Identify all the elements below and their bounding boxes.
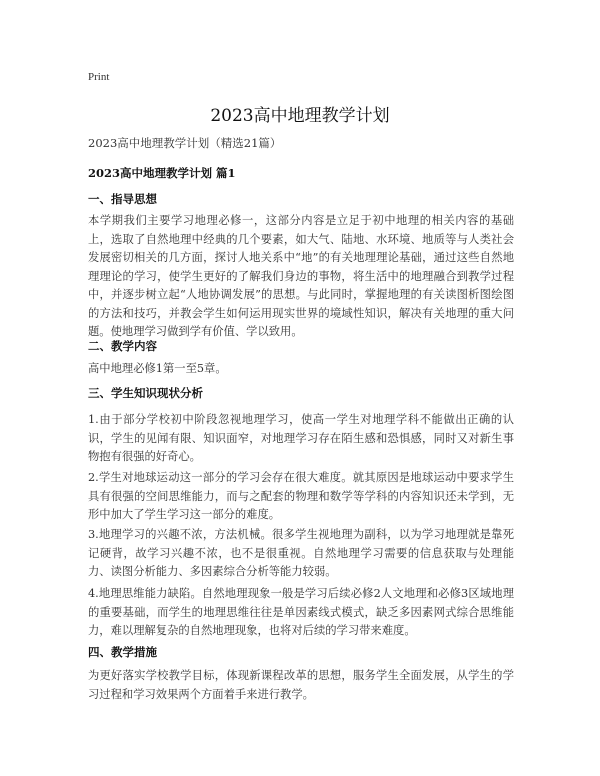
paragraph-guiding-ideology: 本学期我们主要学习地理必修一，这部分内容是立足于初中地理的相关内容的基础上，选取了自然地理中经典的几个要素，如大气、陆地、水环境、地质等与人类社会发展密切相关的几方面，探讨人地关系中“地”的有关地理理论基础，通过这些自然地理理论的学习，使学生更好的了解我们身边的事物，将生活中的地理融合到教学过程中，并逐步树立起“人地协调发展”的思想。与此同时，掌握地理的有关读图析图绘图的方法和技巧，并教会学生如何运用现实世界的境域性知识，解决有关地理的重大问题。使地理学习做到学有价值、学以致用。 <box>88 214 514 338</box>
paragraph-analysis-4: 4.地理思维能力缺陷。自然地理现象一般是学习后续必修2人文地理和必修3区域地理的重要基础，而学生的地理思维往往是单因素线式模式，缺乏多因素网式综合思维能力，难以理解复杂的自然地理现象，也将对后续的学习带来难度。 <box>88 587 514 637</box>
heading-teaching-content: 二、教学内容 <box>88 339 157 353</box>
heading-student-analysis: 三、学生知识现状分析 <box>88 386 203 400</box>
document-subtitle: 2023高中地理教学计划（精选21篇） <box>88 136 282 150</box>
page-title: 2023高中地理教学计划 <box>210 106 390 126</box>
paragraph-teaching-content: 高中地理必修1第一至5章。 <box>88 362 227 375</box>
paragraph-analysis-3: 3.地理学习的兴趣不浓，方法机械。很多学生视地理为副科，以为学习地理就是靠死记硬背，故学习兴趣不浓，也不是很重视。自然地理学习需要的信息获取与处理能力、读图分析能力、多因素综合分析等能力较弱。 <box>88 528 514 578</box>
heading-teaching-measures: 四、教学措施 <box>88 645 157 659</box>
paragraph-analysis-1: 1.由于部分学校初中阶段忽视地理学习，使高一学生对地理学科不能做出正确的认识，学生的见闻有限、知识面窄，对地理学习存在陌生感和恐惧感，同时又对新生事物抱有很强的好奇心。 <box>88 413 514 463</box>
article-section-title: 2023高中地理教学计划 篇1 <box>88 166 236 180</box>
paragraph-teaching-measures: 为更好落实学校教学目标，体现新课程改革的思想，服务学生全面发展，从学生的学习过程和学习效果两个方面着手来进行教学。 <box>88 669 514 701</box>
paragraph-analysis-2: 2.学生对地球运动这一部分的学习会存在很大难度。就其原因是地球运动中要求学生具有很强的空间思维能力，而与之配套的物理和数学等学科的内容知识还未学到，无形中加大了学生学习这一部分的难度。 <box>88 471 514 521</box>
print-link[interactable]: Print <box>88 71 110 83</box>
heading-guiding-ideology: 一、指导思想 <box>88 192 157 206</box>
